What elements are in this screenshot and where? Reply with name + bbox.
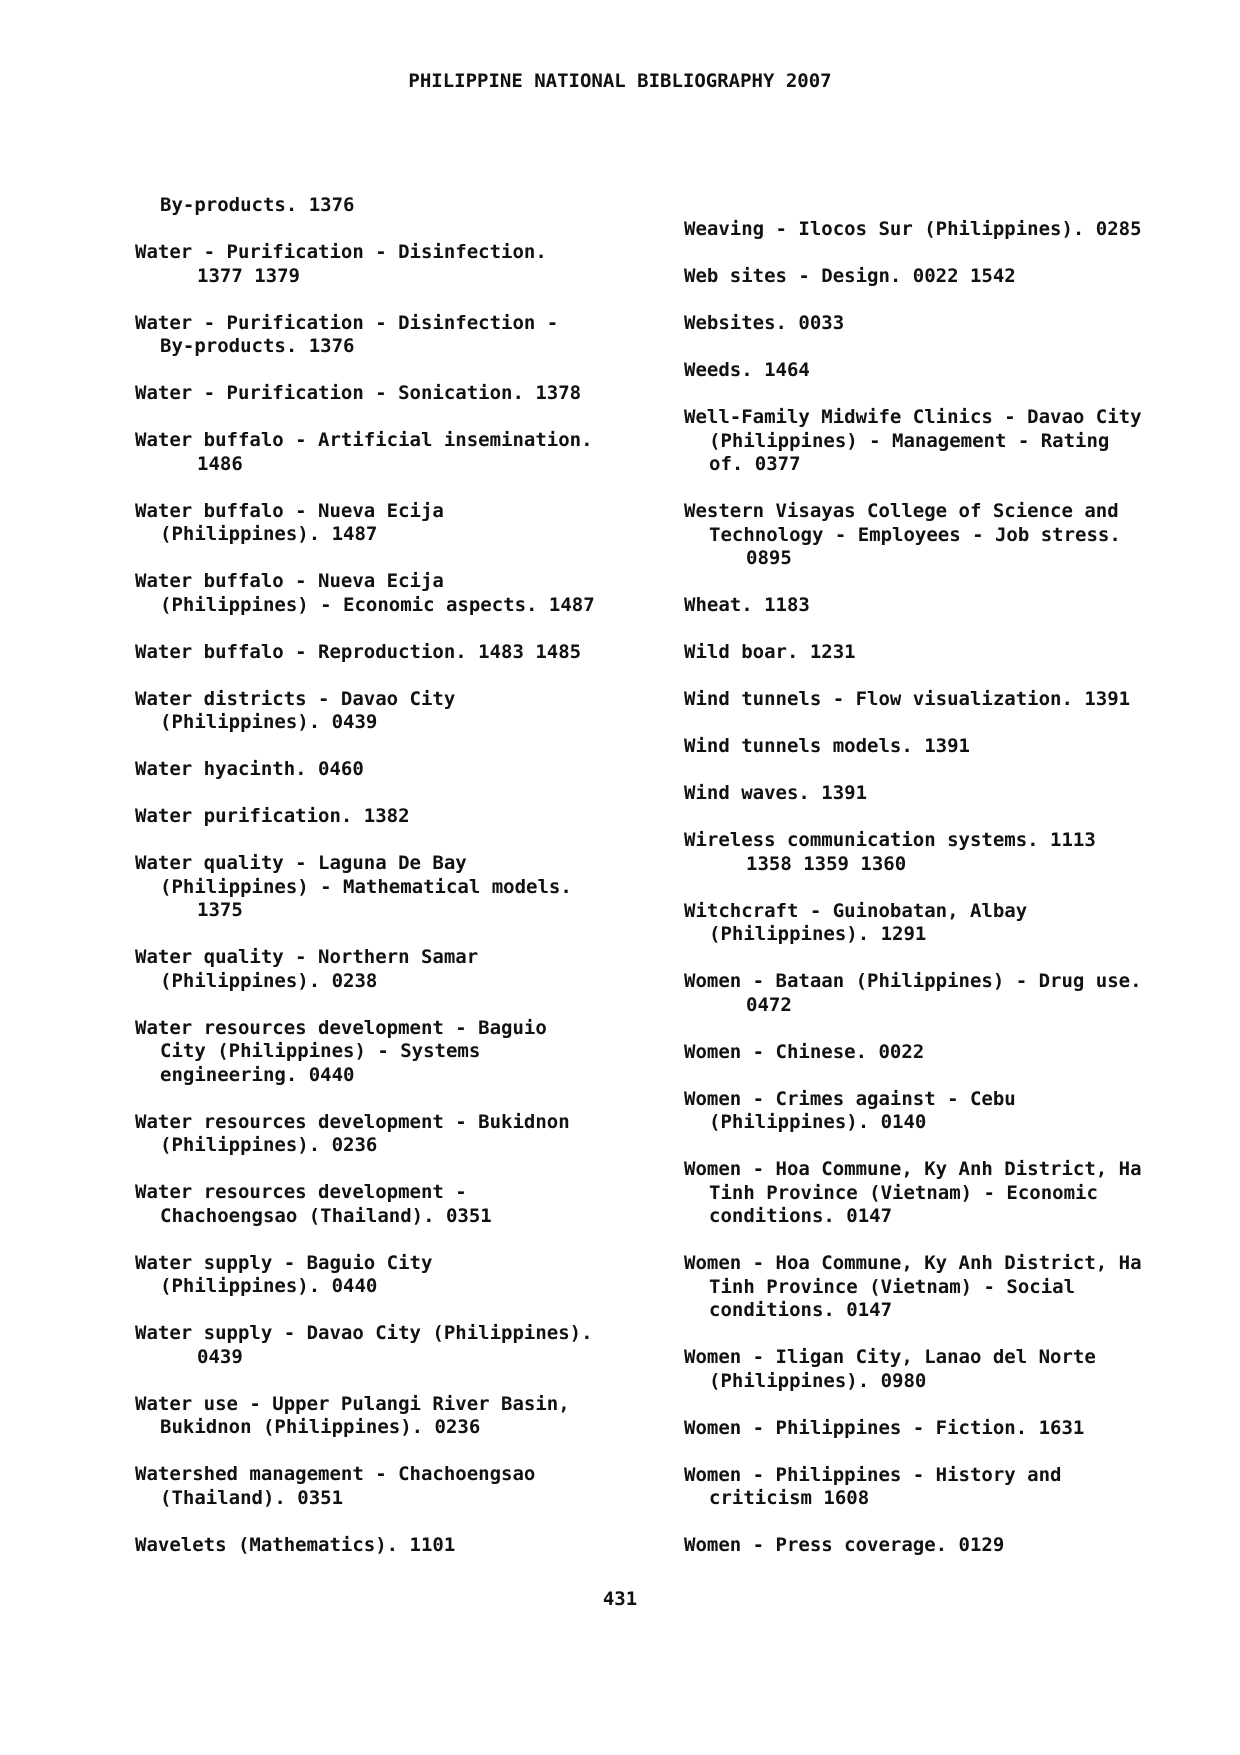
index-entry-heading: Women - Crimes against - Cebu (684, 1087, 1016, 1110)
index-entry (135, 382, 655, 406)
index-entry-continuation: criticism 1608 (709, 1487, 870, 1509)
index-entry-heading: Women - Hoa Commune, Ky Anh District, Ha (684, 1252, 1142, 1274)
index-entry (684, 1041, 1204, 1065)
index-entry (135, 1534, 655, 1558)
index-entry-heading: Water supply - Davao City (Philippines). (135, 1322, 593, 1344)
index-entry-heading: Women - Chinese. 0022 (684, 1040, 925, 1063)
index-entry-heading: Water resources development - Bukidnon (135, 1110, 570, 1133)
index-entry-heading: Women - Philippines - History and (684, 1463, 1062, 1486)
index-entry (684, 1088, 1204, 1135)
index-entry (135, 500, 655, 547)
index-entry (684, 500, 1204, 571)
index-entry-continuation: (Philippines). 0238 (160, 969, 378, 992)
index-entry (684, 1534, 1204, 1558)
index-entry-continuation: (Philippines). 0440 (160, 1275, 378, 1297)
index-entry-continuation: Chachoengsao (Thailand). 0351 (160, 1204, 492, 1227)
index-entry (684, 735, 1204, 759)
index-entry-heading: Water - Purification - Disinfection - (135, 311, 559, 334)
page-number: 431 (602, 1588, 638, 1610)
index-column-left (135, 194, 655, 1581)
index-entry (684, 1464, 1204, 1511)
index-entry (684, 688, 1204, 712)
index-entry-heading: Weeds. 1464 (684, 359, 810, 381)
index-entry (135, 1111, 655, 1158)
index-entry-heading: Water resources development - (135, 1181, 467, 1203)
index-entry-continuation: of. 0377 (709, 453, 801, 475)
index-entry-heading: Watershed management - Chachoengsao (135, 1463, 536, 1485)
index-entry (684, 970, 1204, 1017)
index-entry (135, 1322, 655, 1369)
index-entry (684, 265, 1204, 289)
index-entry (135, 1393, 655, 1440)
index-entry-continuation: 0439 (197, 1345, 243, 1368)
index-entry-continuation: conditions. 0147 (709, 1299, 893, 1321)
index-entry-heading: Websites. 0033 (684, 312, 845, 334)
index-entry (684, 312, 1204, 336)
index-entry-continuation: (Philippines) - Management - Rating (709, 429, 1110, 452)
index-entry-heading: Women - Bataan (Philippines) - Drug use. (684, 970, 1142, 992)
index-entry-heading: Water purification. 1382 (135, 805, 410, 827)
index-entry-continuation: 1375 (197, 899, 243, 921)
index-entry (684, 1417, 1204, 1441)
index-entry-continuation: (Philippines). 1291 (709, 923, 927, 945)
index-entry-heading: Water - Purification - Disinfection. (135, 241, 547, 263)
index-entry-continuation: Bukidnon (Philippines). 0236 (160, 1416, 481, 1438)
index-entry-heading: Water buffalo - Nueva Ecija (135, 499, 444, 522)
index-entry (684, 782, 1204, 806)
index-entry (135, 805, 655, 829)
index-entry (135, 641, 655, 665)
index-entry (684, 829, 1204, 876)
index-entry-continuation: Tinh Province (Vietnam) - Social (709, 1275, 1076, 1298)
index-entry-continuation: 1358 1359 1360 (746, 852, 907, 875)
index-entry (135, 688, 655, 735)
index-entry-heading: Women - Hoa Commune, Ky Anh District, Ha (684, 1158, 1142, 1180)
index-entry-heading: Well-Family Midwife Clinics - Davao City (684, 406, 1142, 428)
index-entry (135, 312, 655, 359)
index-entry (135, 1252, 655, 1299)
index-entry-heading: Water buffalo - Reproduction. 1483 1485 (135, 640, 582, 663)
index-entry-heading: Water supply - Baguio City (135, 1251, 433, 1274)
index-entry-heading: Water hyacinth. 0460 (135, 758, 364, 780)
index-entry-heading: Wind tunnels models. 1391 (684, 735, 970, 757)
index-entry-continuation: (Philippines). 0980 (709, 1369, 927, 1392)
index-entry-heading: Western Visayas College of Science and (684, 500, 1119, 522)
index-entry-heading: Water quality - Northern Samar (135, 946, 479, 968)
index-entry (684, 406, 1204, 477)
index-entry-heading: Water - Purification - Sonication. 1378 (135, 382, 582, 404)
index-entry (684, 594, 1204, 618)
index-entry-continuation: 0472 (746, 993, 792, 1016)
index-entry (684, 900, 1204, 947)
index-entry (135, 852, 655, 923)
index-entry-continuation: 0895 (746, 547, 792, 569)
index-entry-continuation: (Philippines). 0140 (709, 1111, 927, 1133)
index-entry-heading: Wind waves. 1391 (684, 782, 868, 804)
index-entry-continuation: City (Philippines) - Systems (160, 1040, 481, 1062)
index-entry-continuation: (Thailand). 0351 (160, 1486, 344, 1509)
index-entry-continuation: (Philippines) - Economic aspects. 1487 (160, 593, 595, 616)
index-entry-continuation: (Philippines). 1487 (160, 523, 378, 545)
index-entry-heading: Water quality - Laguna De Bay (135, 852, 467, 874)
index-entry-heading: Wind tunnels - Flow visualization. 1391 (684, 688, 1131, 710)
index-entry-continuation: By-products. 1376 (160, 335, 355, 357)
index-entry-heading: Water buffalo - Artificial insemination. (135, 429, 593, 451)
page-header: PHILIPPINE NATIONAL BIBLIOGRAPHY 2007 (408, 70, 832, 92)
index-entry-heading: Wireless communication systems. 1113 (684, 829, 1096, 851)
index-column-right (684, 218, 1204, 1581)
index-entry-heading: Wheat. 1183 (684, 594, 810, 616)
index-entry-continuation: 1377 1379 (197, 264, 300, 287)
index-entry-heading: Wild boar. 1231 (684, 641, 856, 663)
index-entry-heading: Weaving - Ilocos Sur (Philippines). 0285 (684, 218, 1142, 240)
index-entry-continuation: (Philippines). 0236 (160, 1134, 378, 1156)
index-entry-heading: Women - Press coverage. 0129 (684, 1534, 1005, 1556)
index-entry-heading: Women - Philippines - Fiction. 1631 (684, 1416, 1085, 1439)
index-entry (684, 359, 1204, 383)
index-entry (684, 1252, 1204, 1323)
index-entry-heading: Wavelets (Mathematics). 1101 (135, 1533, 456, 1556)
index-entry-continuation: 1486 (197, 452, 243, 475)
index-entry (684, 218, 1204, 242)
index-entry-continuation: Technology - Employees - Job stress. (709, 523, 1121, 546)
index-entry-heading: By-products. 1376 (160, 194, 355, 216)
index-entry-heading: Women - Iligan City, Lanao del Norte (684, 1346, 1096, 1368)
index-entry (135, 1463, 655, 1510)
index-entry (135, 1181, 655, 1228)
index-entry (684, 1158, 1204, 1229)
index-entry-continuation: conditions. 0147 (709, 1205, 893, 1227)
index-entry (135, 241, 655, 288)
index-entry-heading: Web sites - Design. 0022 1542 (684, 265, 1016, 287)
index-entry (135, 758, 655, 782)
index-entry (135, 1017, 655, 1088)
index-entry-continuation: engineering. 0440 (160, 1063, 355, 1086)
index-entry-heading: Water use - Upper Pulangi River Basin, (135, 1392, 570, 1415)
index-entry (684, 641, 1204, 665)
index-entry (135, 429, 655, 476)
index-entry (135, 946, 655, 993)
index-entry-heading: Water resources development - Baguio (135, 1016, 547, 1039)
index-entry-heading: Water districts - Davao City (135, 687, 456, 710)
index-entry (135, 194, 655, 218)
index-entry (684, 1346, 1204, 1393)
index-entry-continuation: (Philippines). 0439 (160, 711, 378, 733)
index-entry-heading: Witchcraft - Guinobatan, Albay (684, 899, 1028, 922)
index-entry-continuation: (Philippines) - Mathematical models. (160, 875, 572, 898)
index-entry-continuation: Tinh Province (Vietnam) - Economic (709, 1181, 1098, 1204)
index-entry-heading: Water buffalo - Nueva Ecija (135, 570, 444, 592)
index-entry (135, 570, 655, 617)
